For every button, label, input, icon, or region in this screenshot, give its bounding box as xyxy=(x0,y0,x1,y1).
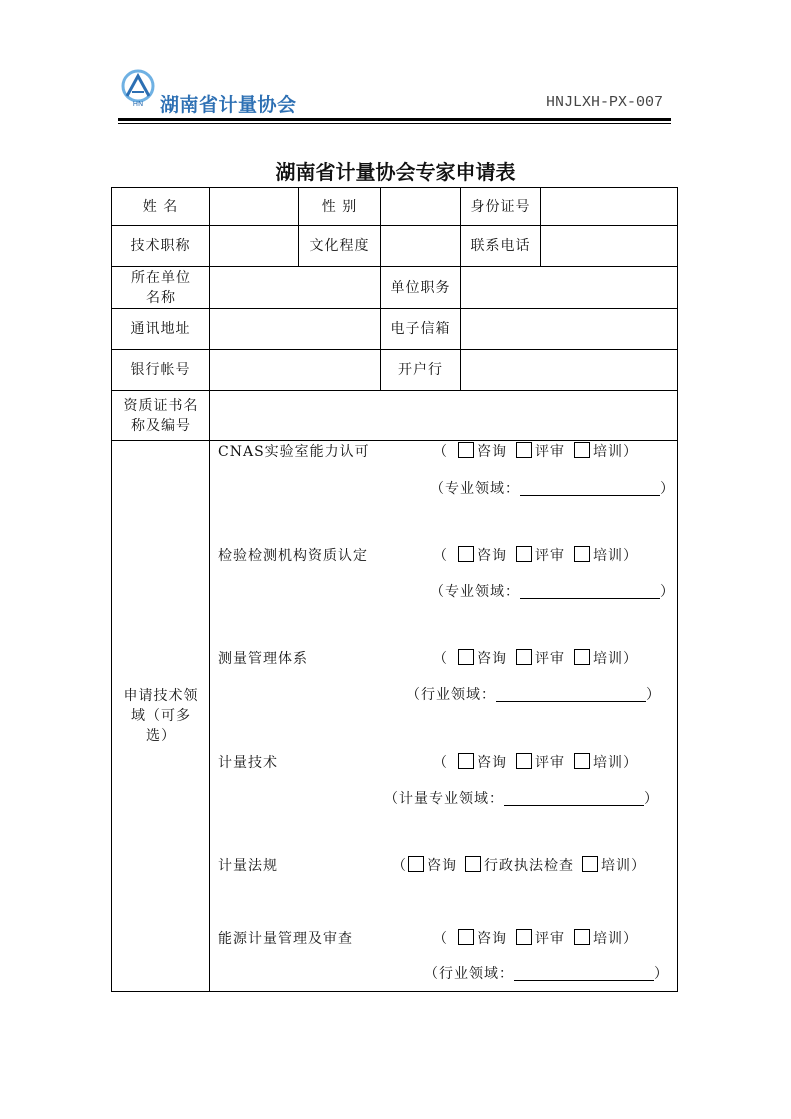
header-rule-thick xyxy=(118,118,671,121)
education-input[interactable] xyxy=(381,226,460,266)
close-paren: ） xyxy=(631,858,646,874)
measurement-mgmt-field-input[interactable] xyxy=(496,687,646,702)
header-rule-thin xyxy=(118,123,671,124)
train-label: 培训 xyxy=(593,755,623,771)
review-label: 评审 xyxy=(535,651,565,667)
close-paren: ） xyxy=(654,966,669,982)
metrology-law-consult-checkbox[interactable] xyxy=(408,856,424,872)
energy-consult-checkbox[interactable] xyxy=(458,929,474,945)
consult-label: 咨询 xyxy=(477,651,507,667)
position-input[interactable] xyxy=(461,267,677,308)
cnas-train-checkbox[interactable] xyxy=(574,442,590,458)
certificate-label: 资质证书名称及编号 xyxy=(123,397,199,434)
train-label: 培训 xyxy=(593,931,623,947)
address-label: 通讯地址 xyxy=(130,321,191,337)
position-label: 单位职务 xyxy=(390,279,451,296)
metrology-tech-review-checkbox[interactable] xyxy=(516,753,532,769)
train-label: 培训 xyxy=(593,444,623,460)
field-label: （行业领域： xyxy=(424,966,514,982)
open-paren: （ xyxy=(433,931,448,947)
field-label: （计量专业领域： xyxy=(384,791,504,807)
open-paren: （ xyxy=(392,858,407,874)
address-input[interactable] xyxy=(210,309,380,349)
consult-label: 咨询 xyxy=(477,444,507,460)
form-title: 湖南省计量协会专家申请表 xyxy=(275,160,516,184)
measurement-mgmt-train-checkbox[interactable] xyxy=(574,649,590,665)
train-label: 培训 xyxy=(601,858,631,874)
train-label: 培训 xyxy=(593,548,623,564)
consult-label: 咨询 xyxy=(477,548,507,564)
bank-account-label: 银行帐号 xyxy=(130,362,191,378)
bank-account-input[interactable] xyxy=(210,350,380,390)
inspection-review-checkbox[interactable] xyxy=(516,546,532,562)
close-paren: ） xyxy=(623,444,638,460)
metrology-tech-field-line xyxy=(384,788,659,808)
review-label: 评审 xyxy=(535,548,565,564)
education-label: 文化程度 xyxy=(309,238,370,254)
gender-input[interactable] xyxy=(381,188,460,225)
open-paren: （ xyxy=(433,651,448,667)
field-label: （行业领域： xyxy=(406,687,496,703)
close-paren: ） xyxy=(660,481,675,497)
inspection-field-input[interactable] xyxy=(520,584,660,599)
document-code: HNJLXH-PX-007 xyxy=(545,94,663,111)
phone-input[interactable] xyxy=(541,226,677,266)
cnas-field-input[interactable] xyxy=(520,481,660,496)
metrology-tech-field-input[interactable] xyxy=(504,791,644,806)
inspection-field-line xyxy=(430,581,675,601)
close-paren: ） xyxy=(623,931,638,947)
consult-label: 咨询 xyxy=(477,755,507,771)
category-inspection-testing: 检验检测机构资质认定 xyxy=(218,548,368,564)
review-label: 评审 xyxy=(535,755,565,771)
energy-train-checkbox[interactable] xyxy=(574,929,590,945)
close-paren: ） xyxy=(623,651,638,667)
close-paren: ） xyxy=(623,548,638,564)
name-input[interactable] xyxy=(210,188,298,225)
category-cnas: CNAS实验室能力认可 xyxy=(218,444,370,460)
cnas-options xyxy=(433,441,638,461)
review-label: 评审 xyxy=(535,444,565,460)
certificate-input[interactable] xyxy=(210,391,677,440)
association-logo xyxy=(118,68,158,108)
logo-letters: HN xyxy=(132,100,144,108)
id-number-input[interactable] xyxy=(541,188,677,225)
metrology-law-enforcement-checkbox[interactable] xyxy=(465,856,481,872)
organization-name: 湖南省计量协会 xyxy=(160,94,297,116)
close-paren: ） xyxy=(660,584,675,600)
bank-input[interactable] xyxy=(461,350,677,390)
close-paren: ） xyxy=(623,755,638,771)
field-label: （专业领域： xyxy=(430,481,520,497)
close-paren: ） xyxy=(646,687,661,703)
tech-domain-label: 申请技术领域（可多选） xyxy=(123,688,199,744)
close-paren: ） xyxy=(644,791,659,807)
energy-options xyxy=(433,928,638,948)
tech-title-input[interactable] xyxy=(210,226,298,266)
category-energy-metrology: 能源计量管理及审查 xyxy=(218,931,353,947)
open-paren: （ xyxy=(433,755,448,771)
email-input[interactable] xyxy=(461,309,677,349)
cnas-consult-checkbox[interactable] xyxy=(458,442,474,458)
category-measurement-management: 测量管理体系 xyxy=(218,651,308,667)
metrology-law-train-checkbox[interactable] xyxy=(582,856,598,872)
inspection-train-checkbox[interactable] xyxy=(574,546,590,562)
field-label: （专业领域： xyxy=(430,584,520,600)
measurement-mgmt-field-line xyxy=(406,684,661,704)
inspection-options xyxy=(433,545,638,565)
metrology-law-options xyxy=(392,855,646,875)
cnas-review-checkbox[interactable] xyxy=(516,442,532,458)
metrology-tech-consult-checkbox[interactable] xyxy=(458,753,474,769)
bank-label: 开户行 xyxy=(398,362,443,378)
employer-input[interactable] xyxy=(210,267,380,308)
measurement-mgmt-consult-checkbox[interactable] xyxy=(458,649,474,665)
review-label: 评审 xyxy=(535,931,565,947)
email-label: 电子信箱 xyxy=(390,321,451,337)
name-label: 姓 名 xyxy=(142,198,179,215)
metrology-tech-options xyxy=(433,752,638,772)
gender-label: 性 别 xyxy=(321,198,358,215)
category-metrology-law: 计量法规 xyxy=(218,858,278,874)
phone-label: 联系电话 xyxy=(470,238,531,254)
open-paren: （ xyxy=(433,548,448,564)
consult-label: 咨询 xyxy=(477,931,507,947)
consult-label: 咨询 xyxy=(427,858,457,874)
category-metrology-tech: 计量技术 xyxy=(218,755,278,771)
id-number-label: 身份证号 xyxy=(470,198,531,215)
train-label: 培训 xyxy=(593,651,623,667)
energy-field-line xyxy=(424,963,669,983)
metrology-tech-train-checkbox[interactable] xyxy=(574,753,590,769)
energy-review-checkbox[interactable] xyxy=(516,929,532,945)
energy-field-input[interactable] xyxy=(514,966,654,981)
tech-title-label: 技术职称 xyxy=(130,238,191,254)
measurement-mgmt-review-checkbox[interactable] xyxy=(516,649,532,665)
enforcement-label: 行政执法检查 xyxy=(484,858,574,874)
open-paren: （ xyxy=(433,444,448,460)
measurement-mgmt-options xyxy=(433,648,638,668)
inspection-consult-checkbox[interactable] xyxy=(458,546,474,562)
cnas-field-line xyxy=(430,478,675,498)
employer-label: 所在单位名称 xyxy=(131,269,191,306)
